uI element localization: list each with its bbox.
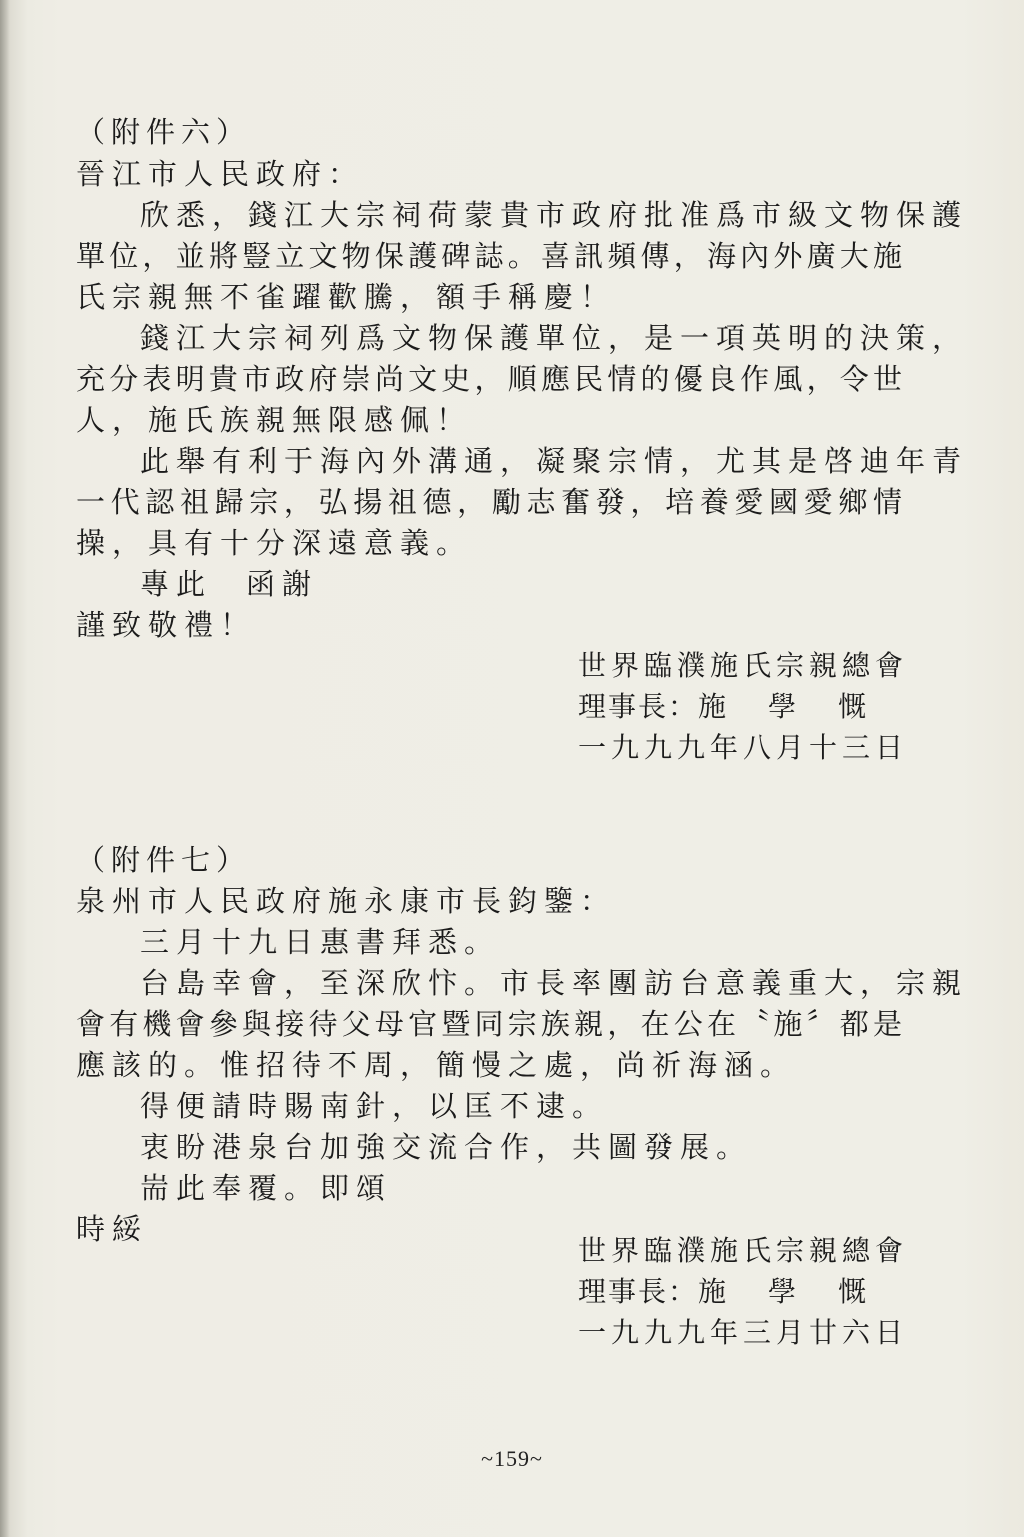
attachment-6-para1-line3: 氏宗親無不雀躍歡騰，額手稱慶！ xyxy=(76,280,617,314)
attachment-7-signature-name xyxy=(578,1274,868,1310)
closing-phrase-a: 專此 xyxy=(140,567,213,601)
attachment-6-para2-line2: 充分表明貴市政府崇尚文史，順應民情的優良作風，令世 xyxy=(76,362,902,396)
signature-title: 理事長：施 xyxy=(578,1275,729,1308)
closing-phrase-b: 函謝 xyxy=(246,567,319,601)
attachment-7-para4: 衷盼港泉台加強交流合作，共圖發展。 xyxy=(140,1130,753,1164)
signature-name-part1: 學 xyxy=(768,1275,799,1308)
attachment-7-heading: （附件七） xyxy=(76,843,252,877)
signature-name-part1: 學 xyxy=(768,690,799,723)
attachment-7-closing: 時綏 xyxy=(76,1212,149,1246)
attachment-6-para3-line1: 此舉有利于海內外溝通，凝聚宗情，尤其是啓迪年青 xyxy=(140,444,969,478)
attachment-6-para1-line2: 單位，並將豎立文物保護碑誌。喜訊頻傳，海內外廣大施 xyxy=(76,239,902,273)
attachment-6-para2-line1: 錢江大宗祠列爲文物保護單位，是一項英明的決策， xyxy=(140,321,969,355)
signature-title: 理事長：施 xyxy=(578,690,729,723)
attachment-7-signature-date: 一九九九年三月廿六日 xyxy=(578,1316,909,1349)
attachment-7-para2-line2: 會有機會參與接待父母官暨同宗族親，在公在〝施〞都是 xyxy=(76,1007,902,1041)
attachment-6-heading: （附件六） xyxy=(76,115,252,149)
attachment-6-para3-line3: 操，具有十分深遠意義。 xyxy=(76,526,473,560)
attachment-7-para2-line3: 應該的。惟招待不周，簡慢之處，尚祈海涵。 xyxy=(76,1048,797,1082)
attachment-6-addressee: 晉江市人民政府： xyxy=(76,157,365,191)
attachment-7-addressee: 泉州市人民政府施永康市長鈞鑒： xyxy=(76,884,617,918)
attachment-6-para2-line3: 人，施氏族親無限感佩！ xyxy=(76,403,473,437)
attachment-7-signature-org: 世界臨濮施氏宗親總會 xyxy=(578,1234,909,1267)
attachment-6-signature-name xyxy=(578,689,868,725)
signature-name-part2: 慨 xyxy=(838,690,869,723)
attachment-6-closing-phrase xyxy=(140,566,318,602)
signature-name-part2: 慨 xyxy=(838,1275,869,1308)
attachment-6-signature-date: 一九九九年八月十三日 xyxy=(578,731,909,764)
attachment-6-para1-line1: 欣悉，錢江大宗祠荷蒙貴市政府批准爲市級文物保護 xyxy=(140,198,969,232)
attachment-6-signature-org: 世界臨濮施氏宗親總會 xyxy=(578,649,909,682)
binding-shadow xyxy=(0,0,10,1537)
attachment-7-para3: 得便請時賜南針，以匡不逮。 xyxy=(140,1089,609,1123)
page-number: ~159~ xyxy=(481,1446,543,1471)
attachment-7-para5: 耑此奉覆。即頌 xyxy=(140,1171,393,1205)
attachment-7-para1: 三月十九日惠書拜悉。 xyxy=(140,925,501,959)
attachment-6-salutation: 謹致敬禮！ xyxy=(76,608,257,642)
attachment-7-para2-line1: 台島幸會，至深欣忭。市長率團訪台意義重大，宗親 xyxy=(140,966,969,1000)
attachment-6-para3-line2: 一代認祖歸宗，弘揚祖德，勵志奮發，培養愛國愛鄉情 xyxy=(76,485,902,519)
